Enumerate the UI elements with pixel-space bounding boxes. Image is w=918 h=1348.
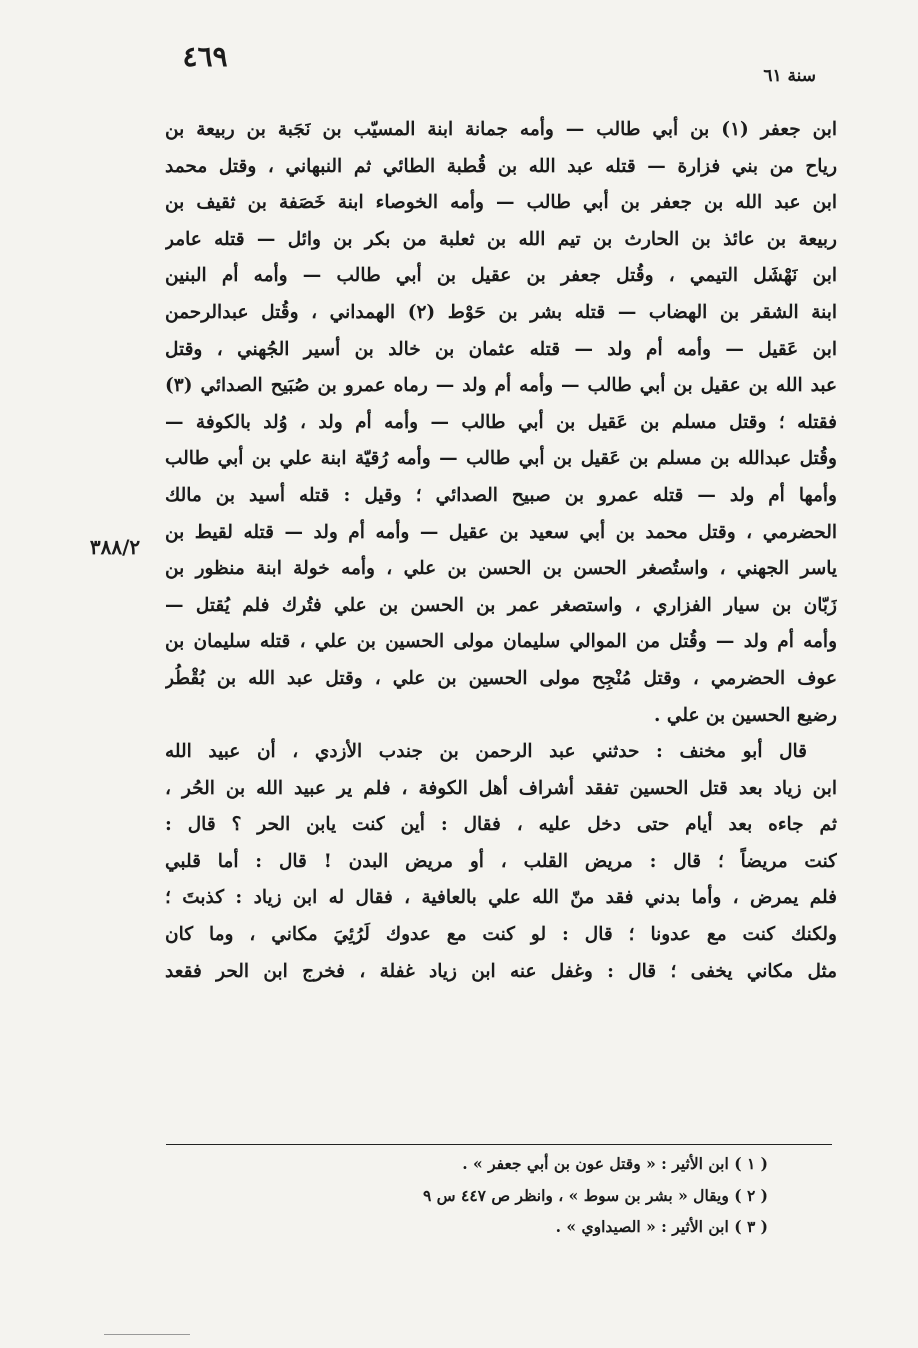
footnotes [300,1148,768,1243]
page-number: ٤٦٩ [182,40,228,73]
text-line: كنت مريضاً ؛ قال : مريض القلب ، أو مريض البدن ! قال : أما قلبي [165,850,837,872]
text-line: عوف الحضرمي ، وقتل مُنْجِح مولى الحسين بن علي ، وقتل عبد الله بن بُقْطُر [165,667,837,689]
margin-reference: ٣٨٨/٢ [89,535,141,559]
text-line: ابن عَقيل — وأمه أم ولد — قتله عثمان بن خالد بن أسير الجُهني ، وقتل [165,338,837,360]
text-line: وقُتل عبدالله بن مسلم بن عَقيل بن أبي طالب — وأمه رُقيّة ابنة علي بن أبي طالب [165,448,837,470]
bottom-mark [104,1334,190,1335]
text-line: قال أبو مخنف : حدثني عبد الرحمن بن جندب الأزدي ، أن عبيد الله [165,741,807,763]
text-line: ابن عبد الله بن جعفر بن أبي طالب — وأمه الخوصاء ابنة خَصَفة بن ثقيف بن [165,192,837,214]
text-line: ابنة الشقر بن الهضاب — قتله بشر بن حَوْط (٢) الهمداني ، وقُتل عبدالرحمن [165,301,837,323]
text-line: ابن نَهْشَل التيمي ، وقُتل جعفر بن عقيل بن أبي طالب — وأمه أم البنين [165,265,837,287]
footnote: ( ٣ ) ابن الأثير : « الصيداوي » . [555,1217,768,1236]
text-line: رضيع الحسين بن علي . [654,704,837,726]
text-line: ياسر الجهني ، واستُصغر الحسن بن الحسن بن علي ، وأمه خولة ابنة منظور بن [165,558,837,580]
text-line: رياح من بني فزارة — قتله عبد الله بن قُطبة الطائي ثم النبهاني ، وقتل محمد [165,155,837,177]
text-line: ربيعة بن عائذ بن الحارث بن تيم الله بن ثعلبة من بكر بن وائل — قتله عامر [165,228,837,250]
text-line: عبد الله بن عقيل بن أبي طالب — وأمه أم ولد — رماه عمرو بن صُبَيح الصدائي (٣) [165,375,837,397]
running-header-year: سنة ٦١ [763,66,816,86]
footnote-separator [166,1144,832,1145]
footnote: ( ١ ) ابن الأثير : « وقتل عون بن أبي جعفر » . [462,1154,768,1173]
text-line: ابن جعفر (١) بن أبي طالب — وأمه جمانة ابنة المسيّب بن نَجَبة بن ربيعة بن [165,119,837,140]
text-line: الحضرمي ، وقتل محمد بن أبي سعيد بن عقيل — وأمه أم ولد — قتله لقيط بن [165,521,837,543]
text-line: ابن زياد بعد قتل الحسين تفقد أشراف أهل الكوفة ، فلم ير عبيد الله بن الحُر ، [165,777,837,799]
text-line: مثل مكاني يخفى ؛ قال : وغفل عنه ابن زياد غفلة ، فخرج ابن الحر فقعد [165,960,837,982]
text-line: ثم جاءه بعد أيام حتى دخل عليه ، فقال : أين كنت يابن الحر ؟ قال : [165,814,837,836]
text-line: فلم يمرض ، وأما بدني فقد منّ الله علي بالعافية ، فقال له ابن زياد : كذبتَ ؛ [165,887,837,909]
footnote: ( ٢ ) ويقال « بشر بن سوط » ، وانظر ص ٤٤٧ س ٩ [422,1185,768,1205]
text-line: وأمها أم ولد — قتله عمرو بن صبيح الصدائي ؛ وقيل : قتله أسيد بن مالك [165,484,837,506]
text-line: زَبّان بن سيار الفزاري ، واستصغر عمر بن الحسن بن علي فتُرك فلم يُقتل — [165,594,837,616]
text-line: وأمه أم ولد — وقُتل من الموالي سليمان مولى الحسين بن علي ، قتله سليمان بن [165,631,837,653]
text-line: فقتله ؛ وقتل مسلم بن عَقيل بن أبي طالب — وأمه أم ولد ، وُلد بالكوفة — [165,411,837,433]
text-line: ولكنك كنت مع عدونا ؛ قال : لو كنت مع عدوك لَرُئِيَ مكاني ، وما كان [165,924,837,946]
body-text [165,112,837,990]
